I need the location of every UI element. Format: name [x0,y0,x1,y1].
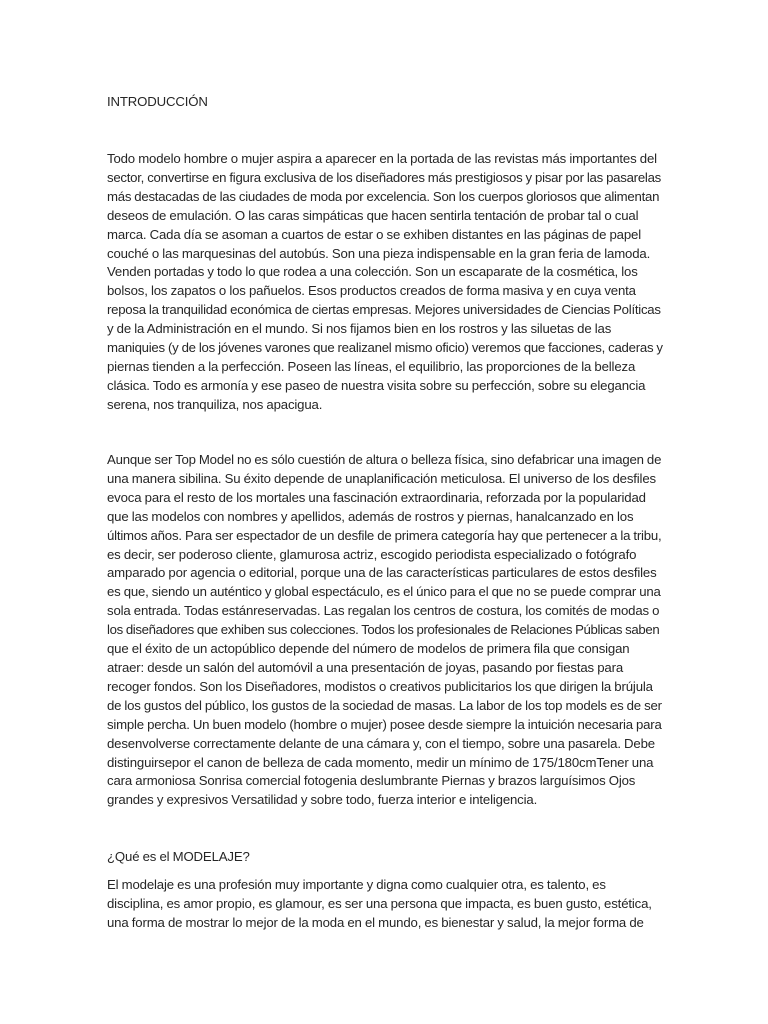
text-line: y de la Administración en el mundo. Si nos fijamos bien en los rostros y las siluetas de las [107,321,612,337]
text-line: atraer: desde un salón del automóvil a una presentación de joyas, pasando por fiestas para [107,659,624,675]
text-line: Aunque ser Top Model no es sólo cuestión de altura o belleza física, sino defabricar una imagen de [107,452,662,467]
text-line: bolsos, los zapatos o los pañuelos. Esos productos creados de forma masiva y en cuya venta [107,283,636,299]
text-line: desenvolverse correctamente delante de una cámara y, con el tiempo, sobre una pasarela. Debe [107,735,655,751]
text-line: piernas tienden a la perfección. Poseen las líneas, el equilibrio, las proporciones de la belleza [107,358,636,374]
text-line: couché o las marquesinas del autobús. Son una pieza indispensable en la gran feria de lamoda. [107,245,651,261]
text-line: sola entrada. Todas estánreservadas. Las regalan los centros de costura, los comités de modas o [107,603,660,619]
text-line: deseos de emulación. O las caras simpáticas que hacen sentirla tentación de probar tal o cual [107,207,639,223]
text-line: últimos años. Para ser espectador de un desfile de primera categoría hay que pertenecer a la tribu, [107,527,662,543]
text-line: más destacadas de las ciudades de moda por excelencia. Son los cuerpos gloriosos que alimentan [107,188,660,204]
text-line: Todo modelo hombre o mujer aspira a aparecer en la portada de las revistas más importantes del [107,151,657,166]
text-line: evoca para el resto de los mortales una fascinación extraordinaria, reforzada por la popularidad [107,489,646,505]
text-line: grandes y expresivos Versatilidad y sobre todo, fuerza interior e inteligencia. [107,792,538,808]
text-line: clásica. Todo es armonía y ese paseo de nuestra visita sobre su perfección, sobre su elegancia [107,377,646,393]
text-line: reposa la tranquilidad económica de ciertas empresas. Mejores universidades de Ciencias Políticas [107,302,661,318]
text-line: cara armoniosa Sonrisa comercial fotogenia deslumbrante Piernas y brazos larguísimos Ojos [107,773,636,789]
heading-text: ¿Qué es el MODELAJE? [107,849,250,864]
text-line: serena, nos tranquiliza, nos apacigua. [107,396,323,412]
text-line: marca. Cada día se asoman a cuartos de estar o se exhiben distantes en las páginas de papel [107,226,642,242]
text-line: El modelaje es una profesión muy importante y digna como cualquier otra, es talento, es [107,877,606,892]
text-line: maniquies (y de los jóvenes varones que realizanel mismo oficio) veremos que facciones, caderas y [107,340,663,356]
text-line: simple percha. Un buen modelo (hombre o mujer) posee desde siempre la intuición necesaria para [107,716,662,732]
text-line: disciplina, es amor propio, es glamour, es ser una persona que impacta, es buen gusto, estética, [107,895,652,911]
paragraph-modelaje [107,876,663,933]
text-line: sector, convertirse en figura exclusiva de los diseñadores más prestigiosos y pisar por las pasarelas [107,169,662,185]
heading-text: INTRODUCCIÓN [107,94,208,109]
text-line: una manera sibilina. Su éxito depende de unaplanificación meticulosa. El universo de los desfiles [107,470,656,486]
text-line: es que, siendo un auténtico y global espectáculo, es el único para el que no se puede comprar una [107,584,661,600]
text-line: es decir, ser poderoso cliente, glamurosa actriz, escogido periodista especializado o fotógrafo [107,546,637,562]
text-line: una forma de mostrar lo mejor de la moda en el mundo, es bienestar y salud, la mejor forma de [107,914,644,930]
text-line: que el éxito de un actopúblico depende del número de modelos de primera fila que consigan [107,641,630,657]
text-line: distinguirsepor el canon de belleza de cada momento, medir un mínimo de 175/180cmTener una [107,754,654,770]
text-line: que las modelos con nombres y apellidos, además de rostros y piernas, hanalcanzado en los [107,508,634,524]
text-line: amparado por agencia o editorial, porque una de las características particulares de estos desfiles [107,565,657,581]
paragraph-top-model [107,451,663,810]
text-line: los diseñadores que exhiben sus colecciones. Todos los profesionales de Relaciones Públicas saben [107,622,660,638]
paragraph-intro [107,150,663,415]
text-line: de los gustos del público, los gustos de la sociedad de masas. La labor de los top models es de ser [107,697,662,713]
text-line: Venden portadas y todo lo que rodea a una colección. Son un escaparate de la cosmética, los [107,264,638,280]
heading-introduccion [107,92,663,112]
text-line: recoger fondos. Son los Diseñadores, modistos o creativos publicitarios los que dirigen la brújula [107,678,653,694]
heading-que-es-el-modelaje [107,847,663,867]
